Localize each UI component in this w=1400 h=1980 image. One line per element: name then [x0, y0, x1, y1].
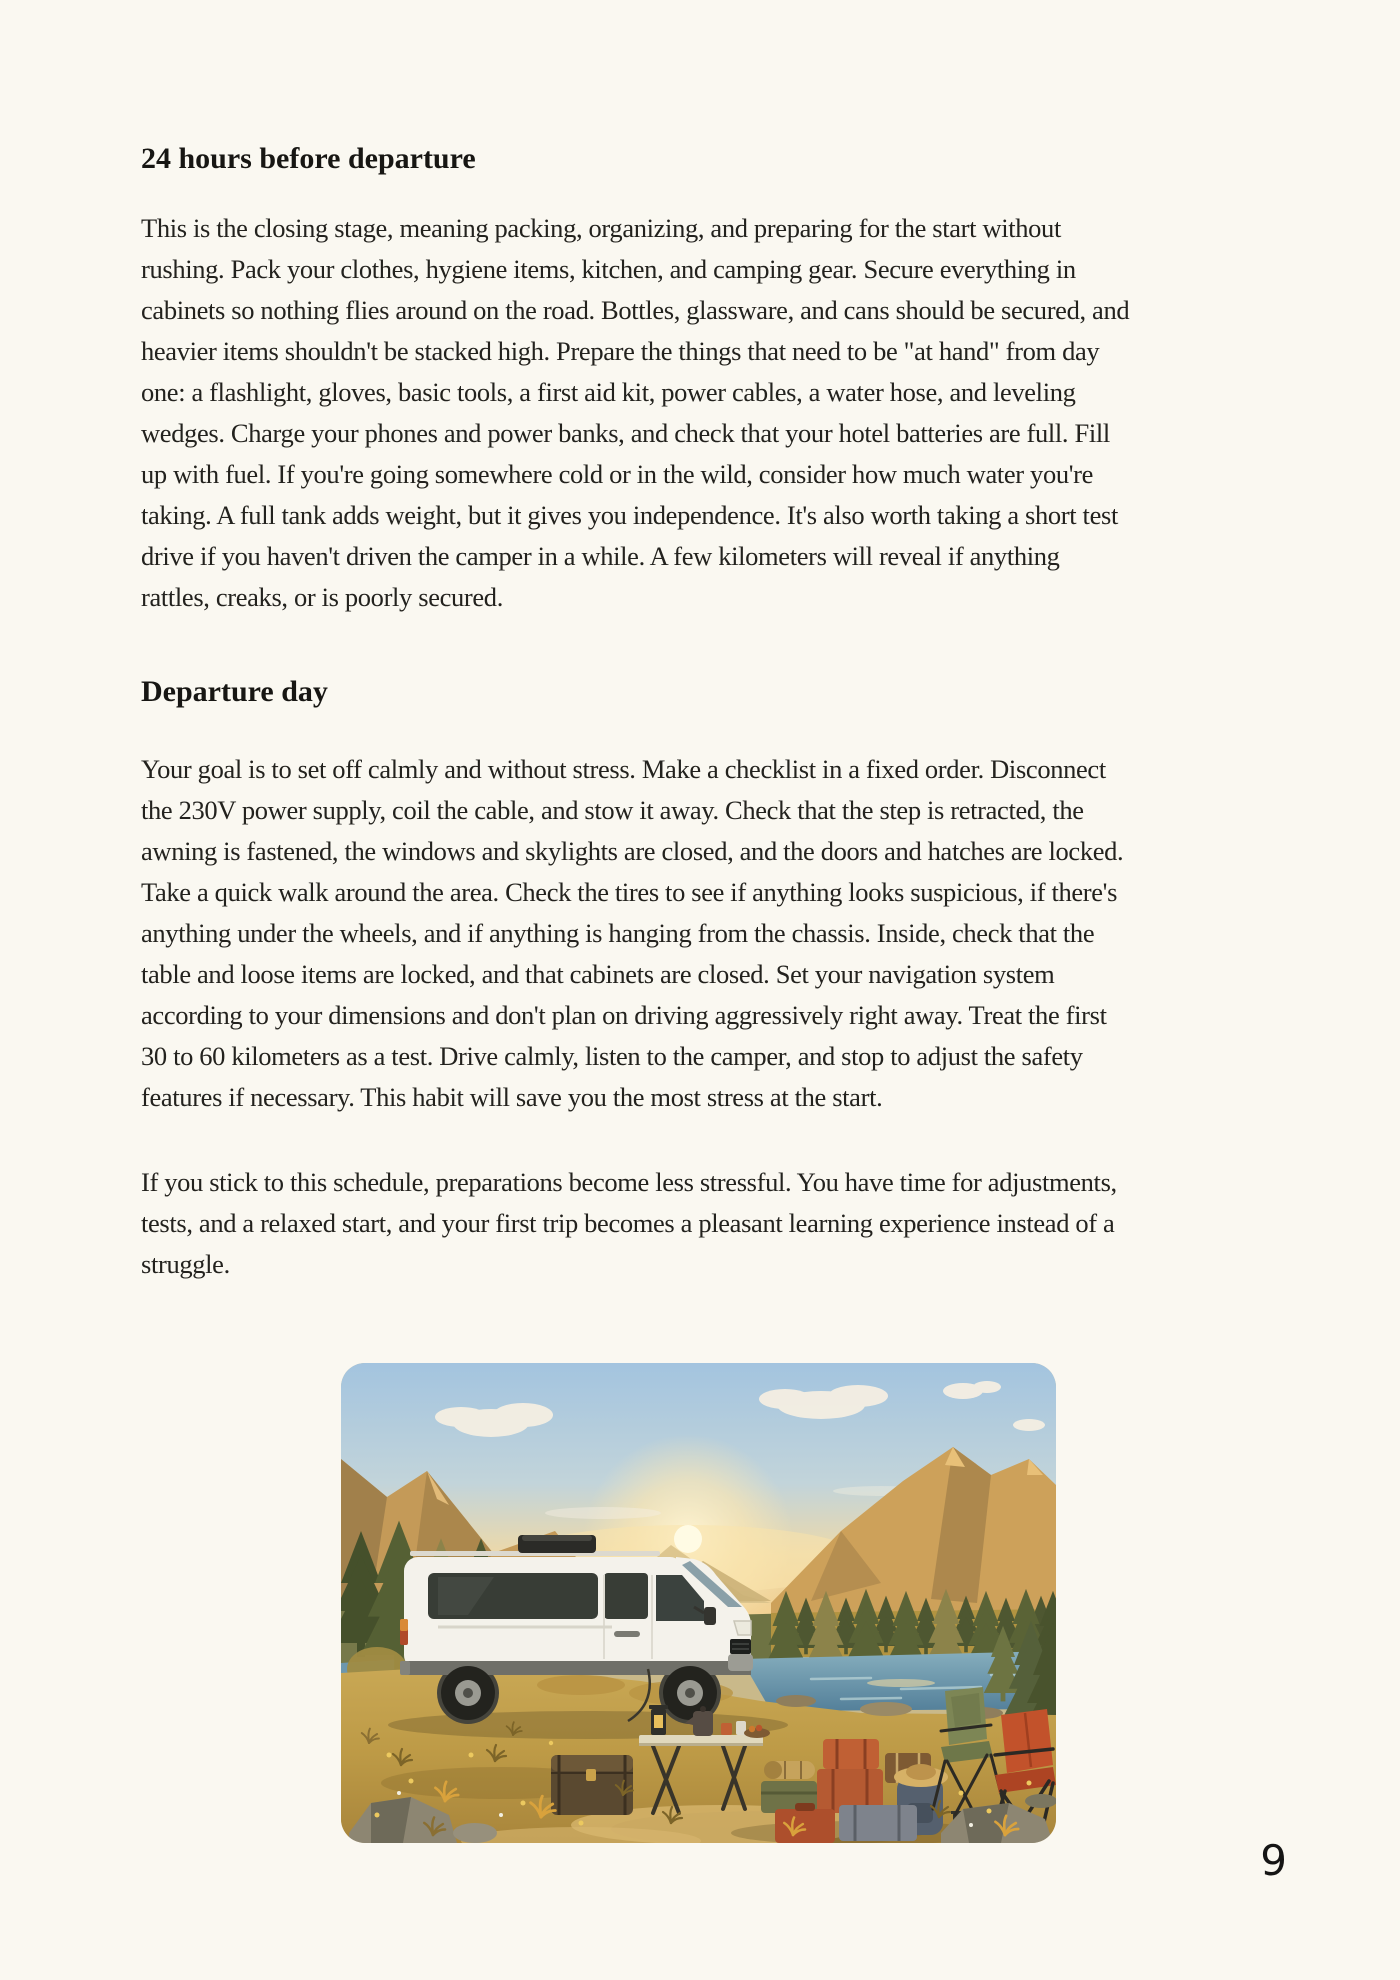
text-line: rattles, creaks, or is poorly secured. — [141, 582, 503, 612]
paragraph-departure-day — [141, 749, 1255, 1118]
camper-campsite-illustration-svg — [341, 1363, 1056, 1843]
text-line: according to your dimensions and don't plan on driving aggressively right away. Treat the first — [141, 1000, 1107, 1030]
storage-trunk — [551, 1755, 633, 1815]
section-heading-24-hours-before-departure: 24 hours before departure — [141, 142, 476, 175]
text-line: awning is fastened, the windows and skylights are closed, and the doors and hatches are locked. — [141, 836, 1124, 866]
text-line: rushing. Pack your clothes, hygiene items, kitchen, and camping gear. Secure everything in — [141, 254, 1076, 284]
text-line: heavier items shouldn't be stacked high. Prepare the things that need to be "at hand" from day — [141, 336, 1100, 366]
text-line: anything under the wheels, and if anything is hanging from the chassis. Inside, check that the — [141, 918, 1095, 948]
text-line: table and loose items are locked, and that cabinets are closed. Set your navigation system — [141, 959, 1055, 989]
page-number: 9 — [1260, 1836, 1287, 1885]
text-line: drive if you haven't driven the camper in a while. A few kilometers will reveal if anything — [141, 541, 1060, 571]
text-line: struggle. — [141, 1249, 230, 1279]
text-line: cabinets so nothing flies around on the road. Bottles, glassware, and cans should be secured, and — [141, 295, 1130, 325]
text-line: tests, and a relaxed start, and your first trip becomes a pleasant learning experience instead of a — [141, 1208, 1115, 1238]
text-line: If you stick to this schedule, preparations become less stressful. You have time for adjustments, — [141, 1167, 1117, 1197]
text-line: wedges. Charge your phones and power banks, and check that your hotel batteries are full. Fill — [141, 418, 1110, 448]
text-line: Your goal is to set off calmly and without stress. Make a checklist in a fixed order. Disconnect — [141, 754, 1106, 784]
paragraph-closing — [141, 1162, 1255, 1285]
text-line: taking. A full tank adds weight, but it gives you independence. It's also worth taking a short test — [141, 500, 1118, 530]
text-line: This is the closing stage, meaning packing, organizing, and preparing for the start without — [141, 213, 1061, 243]
text-line: the 230V power supply, coil the cable, and stow it away. Check that the step is retracted, the — [141, 795, 1084, 825]
text-line: up with fuel. If you're going somewhere cold or in the wild, consider how much water you're — [141, 459, 1094, 489]
section-heading-departure-day: Departure day — [141, 675, 328, 708]
paragraph-24-hours — [141, 208, 1255, 618]
text-line: Take a quick walk around the area. Check the tires to see if anything looks suspicious, if there's — [141, 877, 1118, 907]
text-line: features if necessary. This habit will save you the most stress at the start. — [141, 1082, 883, 1112]
text-line: one: a flashlight, gloves, basic tools, a first aid kit, power cables, a water hose, and leveling — [141, 377, 1076, 407]
text-line: 30 to 60 kilometers as a test. Drive calmly, listen to the camper, and stop to adjust the safety — [141, 1041, 1083, 1071]
page-content — [141, 0, 1255, 1843]
camper-illustration — [341, 1363, 1056, 1843]
